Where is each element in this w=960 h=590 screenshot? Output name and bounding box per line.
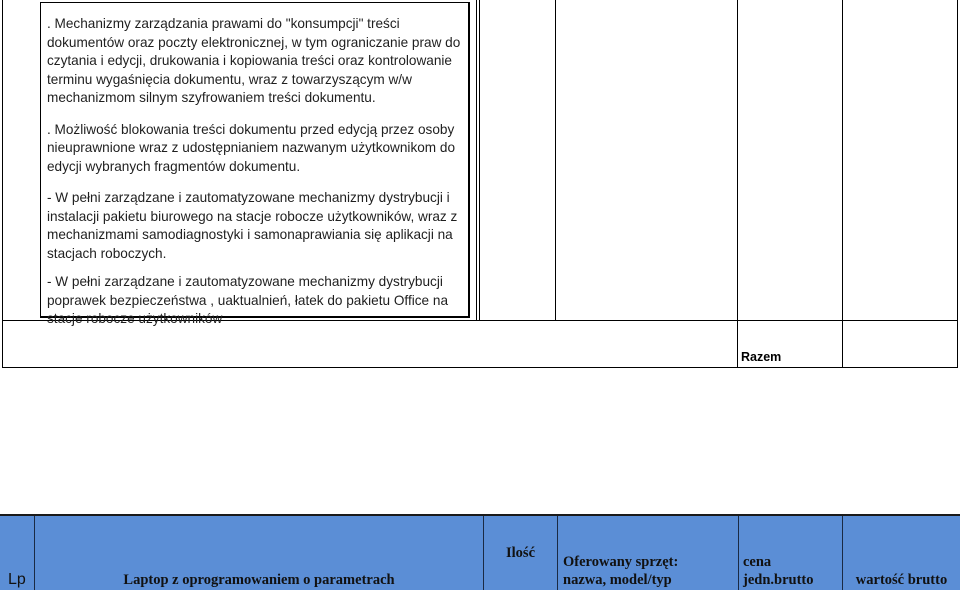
header-offered-line1: Oferowany sprzęt: (563, 554, 679, 570)
header-offered (557, 516, 738, 590)
description-paragraph: . Mechanizmy zarządzania prawami do "konsumpcji" treści dokumentów oraz poczty elektronicznej, w tym ograniczanie praw do czytania i edycji, drukowania i kopiowania treści oraz kontrolowanie terminu wygaśnięcia dokumentu, wraz z towarzyszącym w/w mechanizmom silnym szyfrowaniem treści dokumentu. (47, 16, 461, 105)
header-unit-price-line1: cena (743, 554, 772, 570)
table-col-rule (737, 0, 738, 368)
header-item (34, 516, 483, 590)
header-unit-price-line2: jedn.brutto (743, 572, 814, 588)
description-paragraph: - W pełni zarządzane i zautomatyzowane mechanizmy dystrybucji poprawek bezpieczeństwa , uaktualnień, łatek do pakietu Office na stacje robocze użytkowników (47, 274, 449, 326)
description-paragraph: - W pełni zarządzane i zautomatyzowane mechanizmy dystrybucji i instalacji pakietu biurowego na stacje robocze użytkowników, wraz z mechanizmami samodiagnostyki i samonaprawiania się aplikacji na stacjach roboczych. (47, 190, 458, 261)
table-col-rule (476, 0, 477, 320)
header-total-label: wartość brutto (855, 572, 948, 588)
description-paragraph: . Możliwość blokowania treści dokumentu przed edycją przez osoby nieuprawnione wraz z udostępnianiem nazwanym użytkownikom do edycji wybranych fragmentów dokumentu. (47, 121, 456, 174)
table-col-rule (555, 0, 556, 320)
header-quantity (483, 516, 557, 590)
table-left-border (2, 0, 3, 368)
header-lp-label: Lp (8, 571, 26, 588)
table-col-rule (842, 0, 843, 368)
table-col-rule (479, 0, 480, 320)
table-header (0, 514, 960, 590)
header-offered-line2: nazwa, model/typ (563, 572, 672, 588)
header-total (842, 516, 960, 590)
row-divider (2, 367, 958, 368)
table-right-border (957, 0, 958, 368)
header-lp (0, 516, 34, 590)
header-unit-price (738, 516, 842, 590)
summary-label: Razem (741, 350, 782, 364)
specification-description (40, 2, 470, 326)
header-quantity-label: Ilość (506, 545, 535, 561)
header-item-label: Laptop z oprogramowaniem o parametrach (123, 572, 395, 588)
